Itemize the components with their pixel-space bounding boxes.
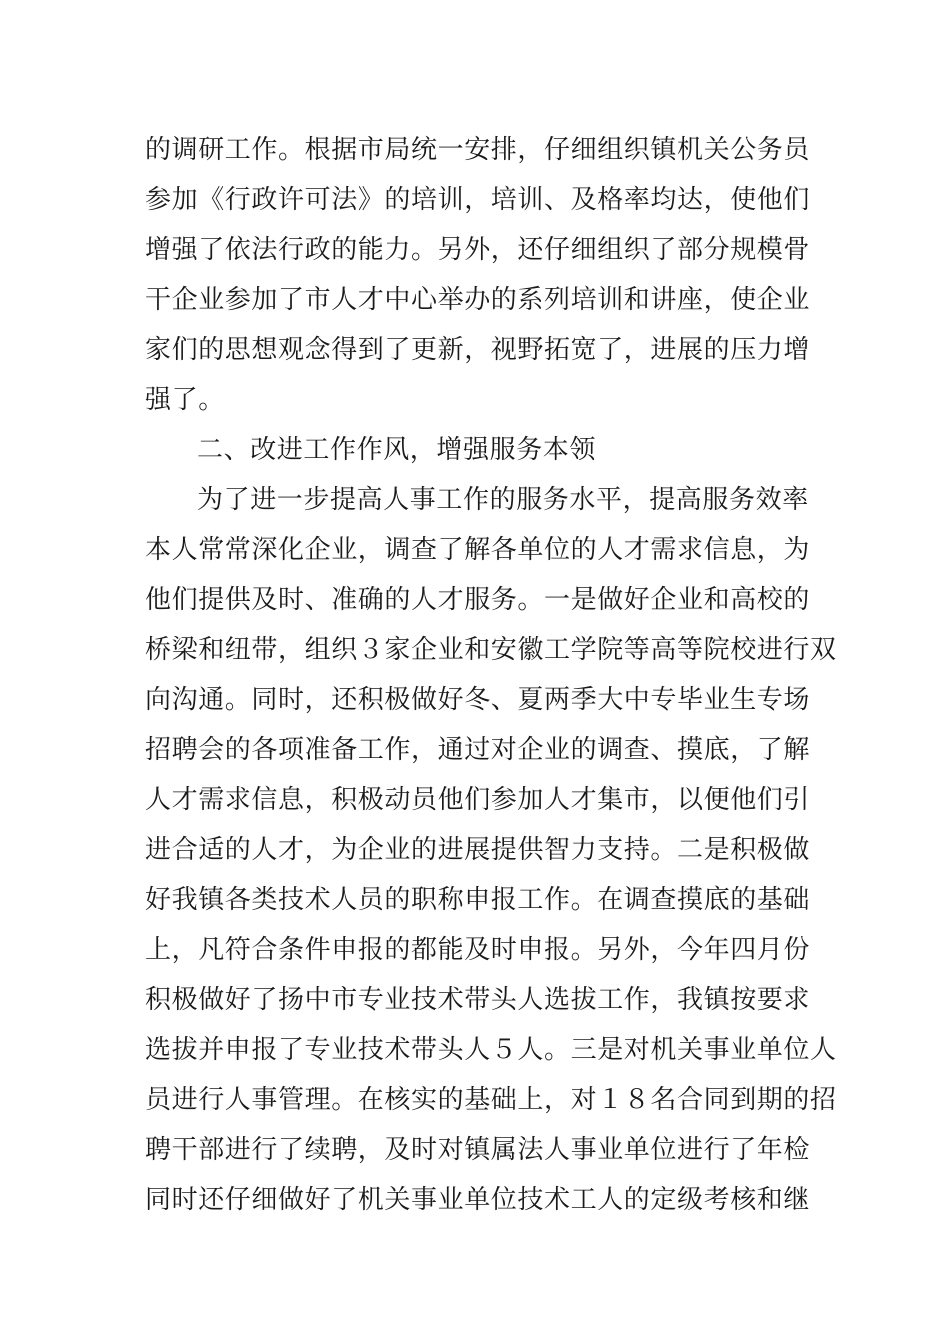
text-line-13: 招聘会的各项准备工作，通过对企业的调查、摸底，了解 <box>145 735 811 765</box>
text-line-3: 增强了依法行政的能力。另外，还仔细组织了部分规模骨 <box>145 235 811 265</box>
text-line-16: 好我镇各类技术人员的职称申报工作。在调查摸底的基础 <box>145 885 811 915</box>
text-line-12: 向沟通。同时，还积极做好冬、夏两季大中专毕业生专场 <box>145 685 811 715</box>
text-line-5: 家们的思想观念得到了更新，视野拓宽了，进展的压力增 <box>145 335 811 365</box>
text-line-10: 他们提供及时、准确的人才服务。一是做好企业和高校的 <box>145 585 811 615</box>
section-heading: 二、改进工作作风，增强服务本领 <box>197 435 597 465</box>
text-line-1: 的调研工作。根据市局统一安排，仔细组织镇机关公务员 <box>145 135 811 165</box>
text-line-6: 强了。 <box>145 385 225 415</box>
text-line-19: 选拔并申报了专业技术带头人５人。三是对机关事业单位人 <box>145 1035 837 1065</box>
text-line-20: 员进行人事管理。在核实的基础上，对１８名合同到期的招 <box>145 1085 837 1115</box>
text-line-17: 上，凡符合条件申报的都能及时申报。另外，今年四月份 <box>145 935 811 965</box>
text-line-2: 参加《行政许可法》的培训，培训、及格率均达，使他们 <box>145 185 811 215</box>
text-line-11: 桥梁和纽带，组织３家企业和安徽工学院等高等院校进行双 <box>145 635 837 665</box>
text-line-4: 干企业参加了市人才中心举办的系列培训和讲座，使企业 <box>145 285 811 315</box>
text-line-21: 聘干部进行了续聘，及时对镇属法人事业单位进行了年检 <box>145 1135 811 1165</box>
text-line-18: 积极做好了扬中市专业技术带头人选拔工作，我镇按要求 <box>145 985 811 1015</box>
text-line-15: 进合适的人才，为企业的进展提供智力支持。二是积极做 <box>145 835 811 865</box>
text-line-14: 人才需求信息，积极动员他们参加人才集市，以便他们引 <box>145 785 811 815</box>
text-line-22: 同时还仔细做好了机关事业单位技术工人的定级考核和继 <box>145 1185 811 1215</box>
text-line-8: 为了进一步提高人事工作的服务水平，提高服务效率 <box>197 485 809 515</box>
text-line-9: 本人常常深化企业，调查了解各单位的人才需求信息，为 <box>145 535 811 565</box>
